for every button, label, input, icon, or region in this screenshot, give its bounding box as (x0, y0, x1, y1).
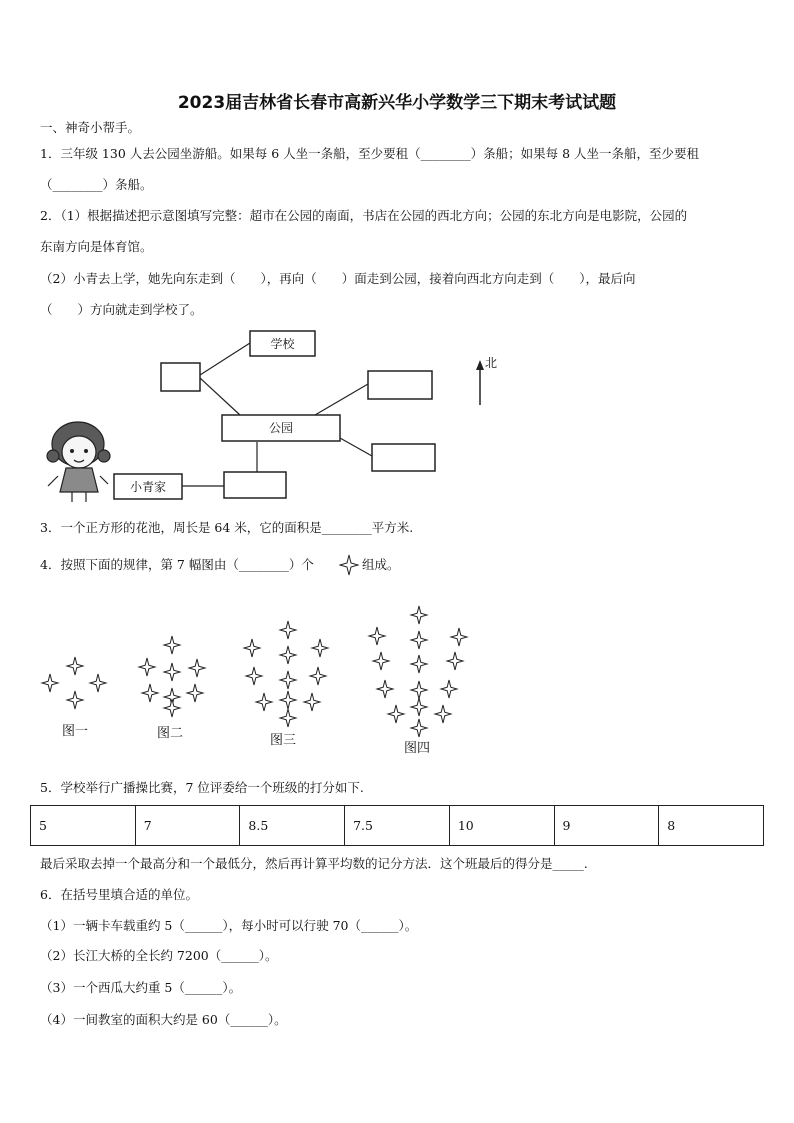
question-2-line-4: （ ）方向就走到学校了。 (40, 302, 203, 317)
school-label: 学校 (270, 337, 295, 351)
question-5-after: 最后采取去掉一个最高分和一个最低分，然后再计算平均数的记分方法．这个班最后的得分是_____. (40, 856, 588, 871)
star-icon (339, 554, 359, 576)
question-2-line-2: 东南方向是体育馆。 (40, 239, 153, 254)
blank-box-northeast (368, 371, 432, 399)
blank-box-south (224, 472, 286, 498)
question-6-item-2: （2）长江大桥的全长约 7200（______）。 (40, 948, 278, 963)
figure-2-stars (139, 636, 205, 717)
score-cell: 5 (31, 806, 136, 846)
question-6-item-4: （4）一间教室的面积大约是 60（______）。 (40, 1012, 287, 1027)
connector-line (340, 438, 372, 456)
question-6-item-3: （3）一个西瓜大约重 5（______）。 (40, 980, 242, 995)
figure-3-stars (244, 621, 328, 727)
star-pattern-figures (0, 600, 794, 760)
scores-table (30, 805, 764, 846)
table-row (31, 806, 764, 846)
question-6-item-1: （1）一辆卡车载重约 5（______），每小时可以行驶 70（______）。 (40, 918, 418, 933)
figure-4-stars (369, 606, 467, 737)
park-label: 公园 (268, 421, 294, 435)
connector-line (200, 378, 240, 415)
figure-4-label: 图四 (403, 741, 431, 756)
figure-1-stars (42, 657, 106, 709)
score-cell: 7 (135, 806, 240, 846)
question-3: 3．一个正方形的花池，周长是 64 米，它的面积是________平方米. (40, 520, 414, 535)
figure-2-label: 图二 (156, 726, 184, 741)
question-6: 6．在括号里填合适的单位。 (40, 887, 198, 902)
question-1-line-1: 1．三年级 130 人去公园坐游船。如果每 6 人坐一条船，至少要租（________）条船；如果每 8 人坐一条船，至少要租 (40, 146, 700, 161)
blank-box-southeast (372, 444, 435, 471)
figure-3-label: 图三 (269, 733, 297, 748)
girl-illustration (47, 422, 110, 502)
question-1-line-2: （________）条船。 (40, 177, 153, 192)
section-heading: 一、神奇小帮手。 (40, 120, 141, 135)
score-cell: 8 (659, 806, 764, 846)
north-arrow-icon (476, 360, 484, 405)
map-diagram (0, 320, 794, 510)
home-label: 小青家 (129, 480, 167, 494)
north-label: 北 (485, 356, 498, 370)
connector-line (315, 384, 368, 415)
question-5: 5．学校举行广播操比赛，7 位评委给一个班级的打分如下. (40, 780, 364, 795)
score-cell: 7.5 (345, 806, 450, 846)
blank-box-northwest (161, 363, 200, 391)
score-cell: 9 (554, 806, 659, 846)
question-2-line-1: 2．（1）根据描述把示意图填写完整：超市在公园的南面，书店在公园的西北方向；公园的东北方向是电影院，公园的 (40, 208, 688, 223)
score-cell: 8.5 (240, 806, 345, 846)
page-title: 2023届吉林省长春市高新兴华小学数学三下期末考试试题 (177, 93, 617, 113)
question-4-before: 4．按照下面的规律，第 7 幅图由（________）个 (40, 557, 314, 572)
connector-line (200, 343, 250, 375)
question-2-line-3: （2）小青去上学，她先向东走到（ ），再向（ ）面走到公园，接着向西北方向走到（ ），最后向 (40, 271, 636, 286)
question-4-after: 组成。 (362, 557, 400, 572)
figure-1-label: 图一 (61, 724, 89, 739)
score-cell: 10 (449, 806, 554, 846)
